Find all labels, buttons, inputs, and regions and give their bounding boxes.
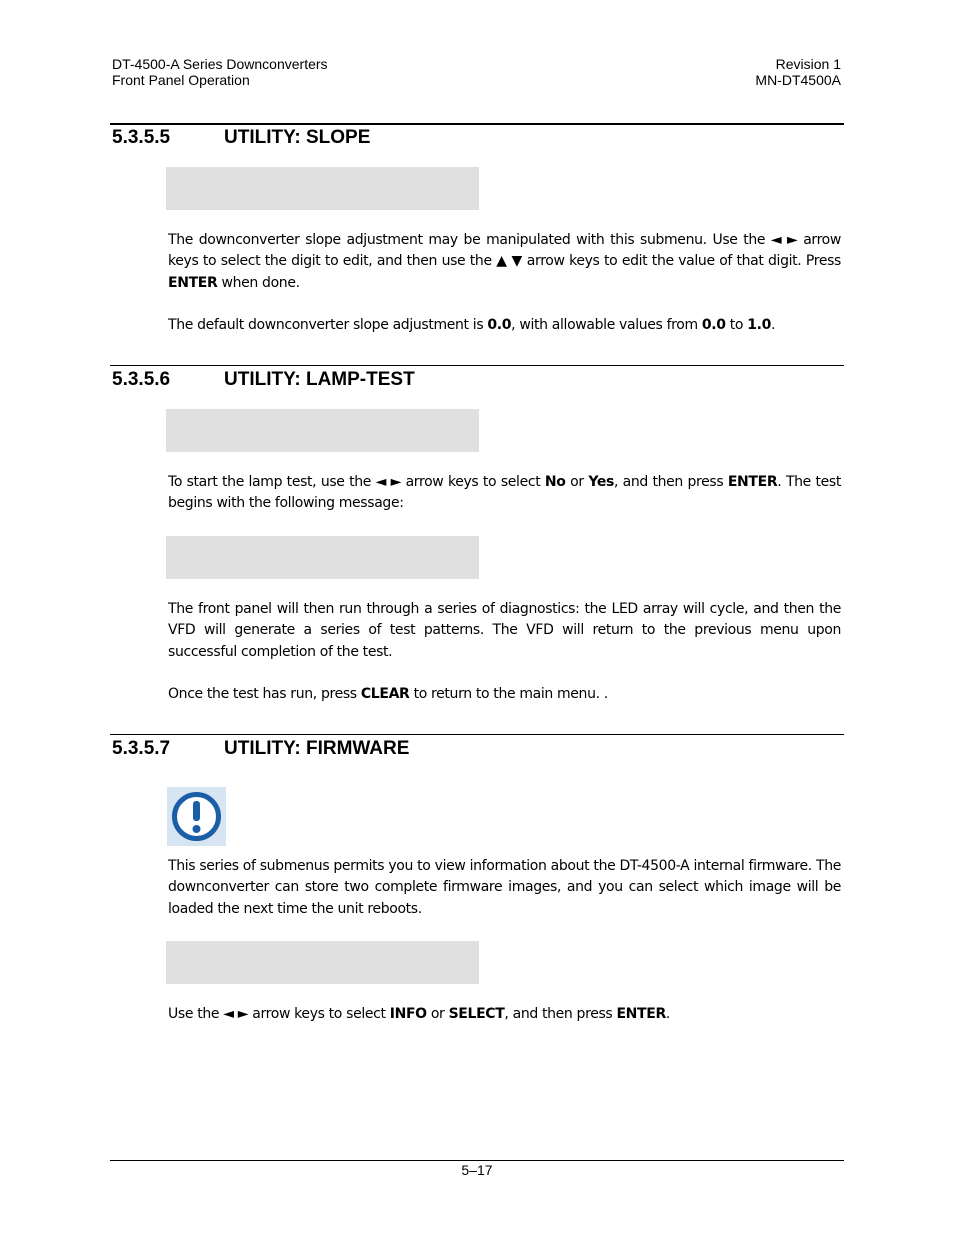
section-title: UTILITY: SLOPE: [224, 127, 371, 148]
section-number: 5.3.5.6: [112, 369, 171, 390]
footer-divider: [110, 1160, 844, 1161]
revision: Revision 1: [775, 56, 841, 72]
section-number: 5.3.5.5: [112, 127, 171, 148]
section-number: 5.3.5.7: [112, 738, 171, 759]
vfd-display-lamp-test: [166, 409, 479, 452]
doc-title: DT-4500-A Series Downconverters: [112, 56, 328, 72]
vfd-display-slope: [166, 167, 479, 210]
vfd-display-lamp-test-message: [166, 536, 479, 579]
slope-paragraph-2: The default downconverter slope adjustment is 0.0, with allowable values from 0.0 to 1.0.: [168, 317, 776, 333]
page-header-left: [112, 56, 328, 88]
section-heading-firmware: [112, 738, 409, 760]
section-heading-lamp-test: [112, 369, 415, 391]
doc-number: MN-DT4500A: [755, 72, 841, 88]
important-icon: [167, 787, 226, 846]
section-divider: [110, 365, 844, 366]
section-title: UTILITY: LAMP-TEST: [224, 369, 415, 390]
chapter-title: Front Panel Operation: [112, 72, 250, 88]
lamp-test-paragraph-1: To start the lamp test, use the ◄ ► arrow keys to select No or Yes, and then press ENTER. The test begins with the following message:: [168, 474, 841, 512]
section-heading-slope: [112, 127, 370, 149]
section-title: UTILITY: FIRMWARE: [224, 738, 410, 759]
firmware-paragraph-1: This series of submenus permits you to view information about the DT-4500-A internal firmware. The downconverter can store two complete firmware images, and you can select which image will be loaded the next time the unit reboots.: [168, 858, 841, 917]
lamp-test-paragraph-3: Once the test has run, press CLEAR to return to the main menu. .: [168, 686, 608, 702]
slope-paragraph-1: The downconverter slope adjustment may be manipulated with this submenu. Use the ◄ ► arrow keys to select the digit to edit, and then use the ▲ ▼ arrow keys to edit the value of that digit. Press ENTER when done.: [168, 232, 841, 291]
vfd-display-firmware: [166, 941, 479, 984]
firmware-paragraph-2: Use the ◄ ► arrow keys to select INFO or SELECT, and then press ENTER.: [168, 1006, 670, 1022]
section-divider: [110, 123, 844, 125]
page-number: 5–17: [461, 1162, 493, 1178]
lamp-test-paragraph-2: The front panel will then run through a series of diagnostics: the LED array will cycle, and then the VFD will generate a series of test patterns. The VFD will return to the previous menu upon successful completion of the test.: [168, 601, 841, 660]
page-header-right: [755, 56, 841, 88]
section-divider: [110, 734, 844, 735]
